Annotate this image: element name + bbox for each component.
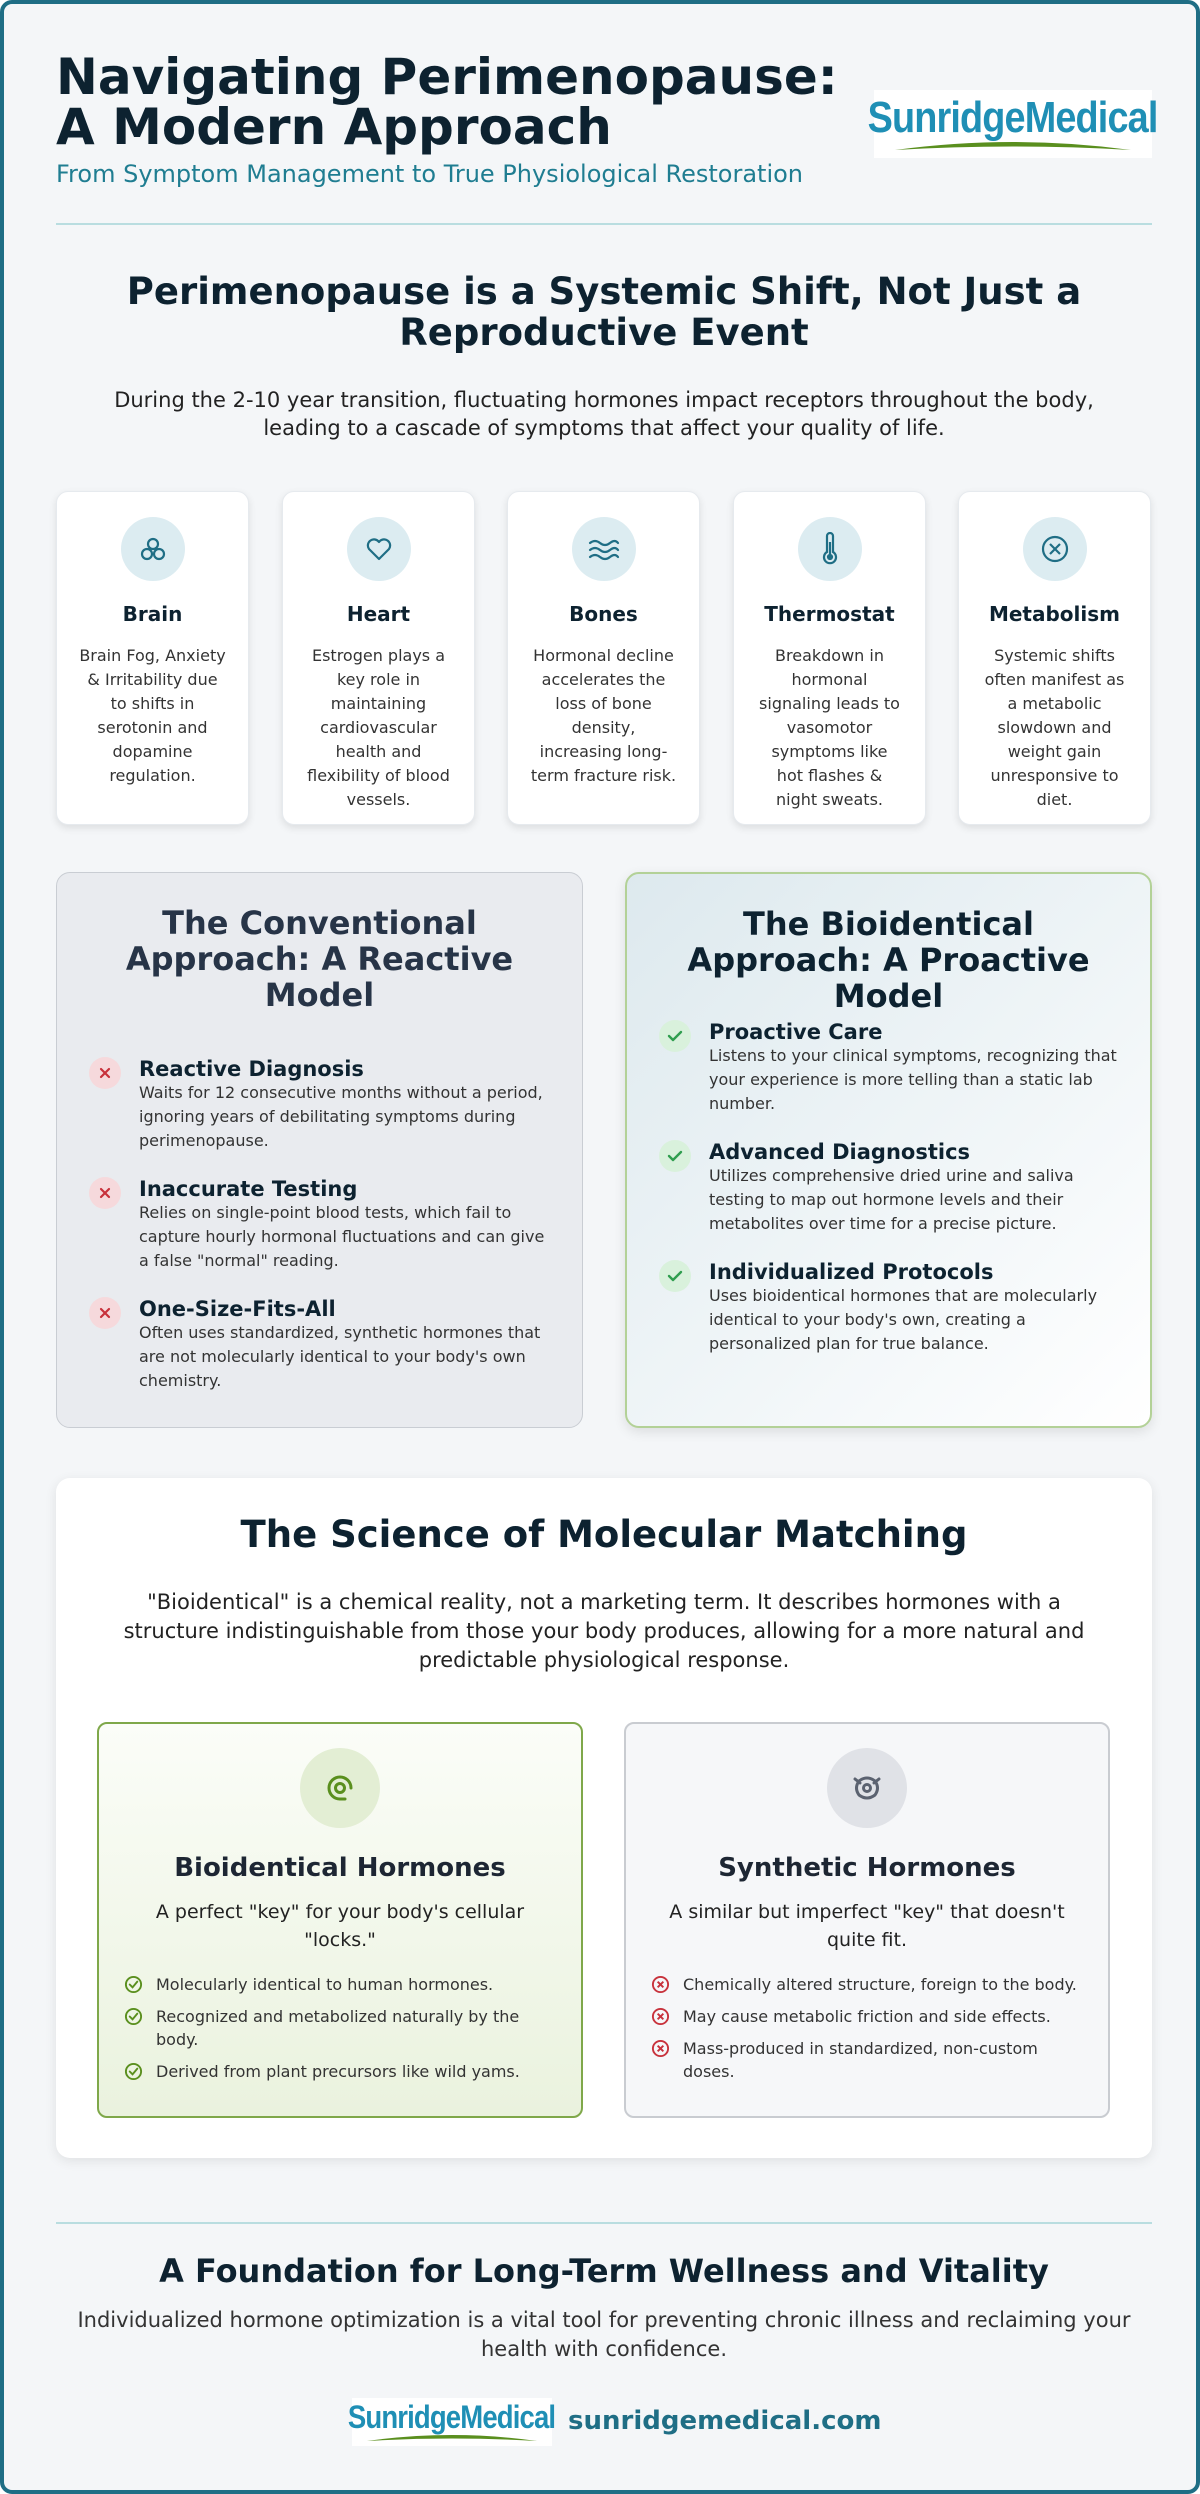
footer-divider [56,2222,1152,2224]
logo-wordmark: SunridgeMedical [868,93,1158,142]
heart-icon [347,517,411,581]
x-mark-icon [89,1057,121,1089]
website-link[interactable]: sunridgemedical.com [568,2406,882,2436]
bioidentical-point [659,1260,1119,1356]
box-tagline: A similar but imperfect "key" that doesn't quite fit. [669,1901,1065,1951]
conventional-point [89,1297,549,1393]
list-item [124,2005,556,2051]
list-item [651,2005,1083,2028]
science-description: "Bioidentical" is a chemical reality, not a marketing term. It describes hormones with a structure indistinguishable from those your body produces, allowing for a more natural and predictable physiological response. [123,1590,1085,1672]
page-title: Navigating Perimenopause: A Modern Approach [56,48,838,156]
point-text: Relies on single-point blood tests, which fail to capture hourly hormonal fluctuations and can give a false "normal" reading. [139,1203,545,1270]
symptom-card-heart [282,491,475,825]
conventional-heading: The Conventional Approach: A Reactive Model [125,904,514,1014]
bio-benefits-list [124,1973,556,2083]
list-item [124,2060,556,2083]
point-title: Inaccurate Testing [139,1177,358,1201]
point-text: Uses bioidentical hormones that are molecularly identical to your body's own, creating a personalized plan for true balance. [709,1286,1098,1353]
point-title: Proactive Care [709,1020,883,1044]
symptom-card-thermostat [733,491,926,825]
logo-wordmark: SunridgeMedical [348,2399,556,2435]
point-title: Individualized Protocols [709,1260,994,1284]
check-mark-icon [659,1260,691,1292]
list-item-text: Mass-produced in standardized, non-custom doses. [683,2039,1038,2081]
check-circle-icon [124,2007,143,2026]
page-subtitle: From Symptom Management to True Physiological Restoration [56,160,803,188]
check-mark-icon [659,1140,691,1172]
point-title: Advanced Diagnostics [709,1140,971,1164]
conventional-panel [56,872,583,1428]
box-tagline: A perfect "key" for your body's cellular "locks." [155,1901,525,1951]
brain-icon [121,517,185,581]
card-text: Breakdown in hormonal signaling leads to vasomotor symptoms like hot flashes & night sweats. [759,646,900,809]
science-heading: The Science of Molecular Matching [240,1513,968,1556]
card-title: Heart [346,602,411,626]
blob-icon [827,1748,907,1828]
bioidentical-point [659,1020,1119,1116]
footer-logo [348,2398,556,2446]
synthetic-hormones-box [624,1722,1110,2118]
point-text: Waits for 12 consecutive months without a period, ignoring years of debilitating symptoms during perimenopause. [139,1083,543,1150]
card-text: Hormonal decline accelerates the loss of bone density, increasing long-term fracture risk. [530,646,677,785]
list-item-text: Chemically altered structure, foreign to the body. [683,1975,1077,1994]
header-logo [868,90,1158,158]
metabolism-icon [1023,517,1087,581]
list-item-text: Molecularly identical to human hormones. [156,1975,494,1994]
x-mark-icon [89,1177,121,1209]
point-text: Often uses standardized, synthetic hormones that are not molecularly identical to your body's own chemistry. [139,1323,541,1390]
check-mark-icon [659,1020,691,1052]
list-item-text: Derived from plant precursors like wild yams. [156,2062,520,2081]
systemic-lead: During the 2-10 year transition, fluctuating hormones impact receptors throughout the body, leading to a cascade of symptoms that affect your quality of life. [114,388,1094,440]
check-circle-icon [124,1975,143,1994]
list-item [124,1973,556,1996]
symptom-card-metabolism [958,491,1151,825]
footer-heading: A Foundation for Long-Term Wellness and Vitality [159,2252,1049,2290]
box-title: Bioidentical Hormones [174,1853,506,1883]
card-text: Estrogen plays a key role in maintaining cardiovascular health and flexibility of blood vessels. [307,646,450,809]
list-item [651,2037,1083,2083]
list-item-text: May cause metabolic friction and side effects. [683,2007,1051,2026]
bioidentical-panel [625,872,1152,1428]
card-text: Brain Fog, Anxiety & Irritability due to shifts in serotonin and dopamine regulation. [79,646,226,785]
header-divider [56,223,1152,225]
leaf-icon [300,1748,380,1828]
bioidentical-point [659,1140,1119,1236]
conventional-point [89,1177,549,1273]
card-text: Systemic shifts often manifest as a metabolic slowdown and weight gain unresponsive to diet. [984,646,1125,809]
list-item [651,1973,1083,1996]
bioidentical-heading: The Bioidentical Approach: A Proactive Model [687,905,1090,1015]
card-title: Bones [569,602,638,626]
symptom-card-bones [507,491,700,825]
x-circle-icon [651,1975,670,1994]
box-title: Synthetic Hormones [718,1853,1016,1883]
card-title: Thermostat [764,602,895,626]
footer-text: Individualized hormone optimization is a vital tool for preventing chronic illness and reclaiming your health with confidence. [77,2308,1131,2361]
point-title: Reactive Diagnosis [139,1057,364,1081]
thermometer-icon [798,517,862,581]
conventional-point [89,1057,549,1153]
bioidentical-hormones-box [97,1722,583,2118]
x-circle-icon [651,2007,670,2026]
list-item-text: Recognized and metabolized naturally by the body. [156,2007,520,2049]
card-title: Brain [122,602,183,626]
point-title: One-Size-Fits-All [139,1297,336,1321]
symptom-card-brain [56,491,249,825]
point-text: Utilizes comprehensive dried urine and saliva testing to map out hormone levels and their metabolites over time for a precise picture. [709,1166,1074,1233]
waves-icon [572,517,636,581]
card-title: Metabolism [988,602,1121,626]
synthetic-drawbacks-list [651,1973,1083,2083]
check-circle-icon [124,2062,143,2081]
x-circle-icon [651,2039,670,2058]
point-text: Listens to your clinical symptoms, recognizing that your experience is more telling than a static lab number. [709,1046,1117,1113]
systemic-heading: Perimenopause is a Systemic Shift, Not Just a Reproductive Event [126,270,1082,354]
x-mark-icon [89,1297,121,1329]
science-section [56,1478,1152,2158]
